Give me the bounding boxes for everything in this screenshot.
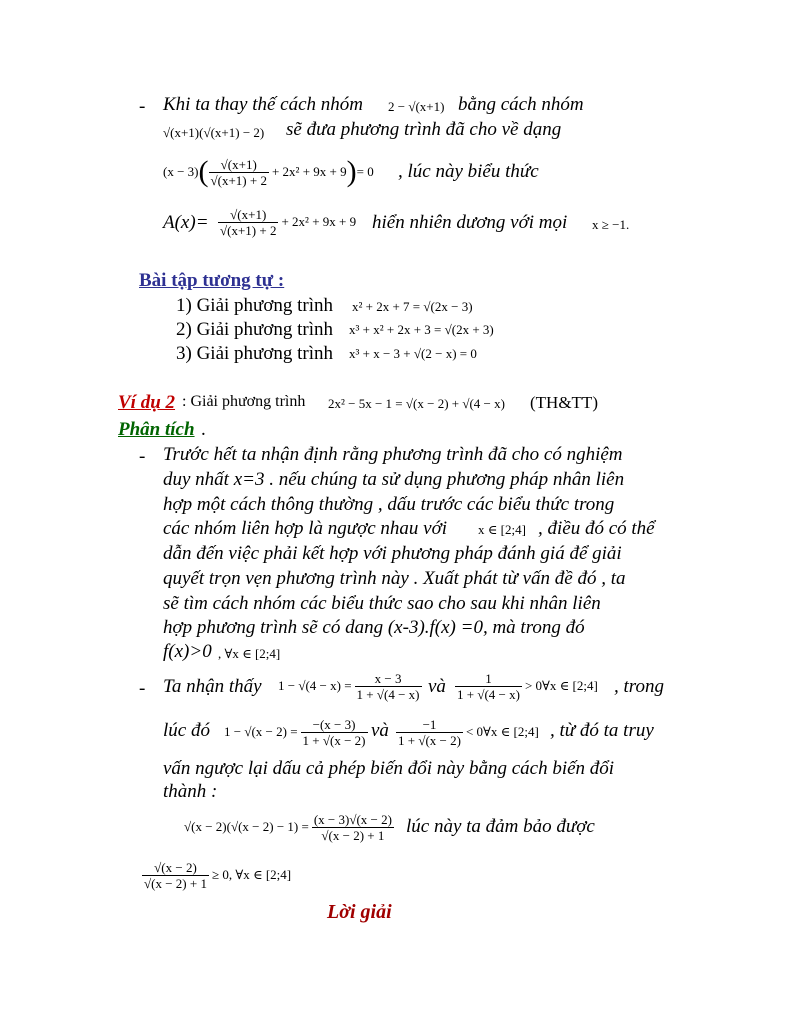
list-dash: - <box>139 96 146 117</box>
text-line: A(x)= <box>163 212 209 233</box>
text-line: Trước hết ta nhận định rằng phương trình đã cho có nghiệm <box>163 444 623 465</box>
math-term: + 2x² + 9x + 9 <box>281 214 357 229</box>
math-factor: (x − 3) <box>163 164 199 179</box>
math-fraction <box>355 671 422 702</box>
exercise-label: 2) Giải phương trình <box>176 319 334 340</box>
exercise-label: 3) Giải phương trình <box>176 343 334 364</box>
math-equation <box>278 664 422 708</box>
math-equation <box>396 709 539 755</box>
fraction-numerator: x − 3 <box>374 670 402 686</box>
fraction-denominator: 1 + √(x − 2) <box>398 732 461 748</box>
solution-heading: Lời giải <box>327 901 392 923</box>
math-expression: √(x+1)(√(x+1) − 2) <box>163 125 265 140</box>
math-term: = 0 <box>356 164 374 179</box>
math-fraction <box>301 717 368 748</box>
fraction-denominator: 1 + √(4 − x) <box>356 686 420 702</box>
math-fraction <box>396 717 463 748</box>
math-expression <box>218 200 356 244</box>
text-line: dẫn đến việc phải kết hợp với phương pháp đánh giá để giải <box>163 543 622 564</box>
text-line: vấn ngược lại dấu cả phép biến đổi này bằng cách biến đổi <box>163 758 615 779</box>
math-equation <box>163 150 374 194</box>
list-dash: - <box>139 446 146 467</box>
math-term: 1 − √(4 − x) = <box>278 678 352 693</box>
math-equation <box>455 664 598 708</box>
paren-close: ) <box>346 155 357 188</box>
math-fraction <box>312 812 394 843</box>
fraction-numerator: 1 <box>485 670 492 686</box>
math-term: < 0∀x ∈ [2;4] <box>465 724 539 739</box>
heading-dot: . <box>201 419 206 440</box>
fraction-denominator: 1 + √(x − 2) <box>302 732 366 748</box>
text-line: quyết trọn vẹn phương trình này . Xuất phát từ vấn đề đó , ta <box>163 568 626 589</box>
math-expression: 2 − √(x+1) <box>388 99 445 114</box>
example-label: Ví dụ 2 <box>118 392 176 413</box>
exercise-equation: x³ + x² + 2x + 3 = √(2x + 3) <box>349 322 494 337</box>
fraction-numerator: √(x+1) <box>230 206 267 222</box>
math-fraction <box>142 860 209 891</box>
text-line: hợp phương trình sẽ có dang (x-3).f(x) =0, mà trong đó <box>163 617 585 638</box>
text-line: hiển nhiên dương với mọi <box>372 212 568 233</box>
text-line: , trong <box>614 676 664 697</box>
text-line: lúc này ta đảm bảo được <box>406 816 595 837</box>
fraction-denominator: √(x − 2) + 1 <box>144 875 207 891</box>
fraction-denominator: √(x+1) + 2 <box>210 172 267 188</box>
math-fraction <box>455 671 522 702</box>
list-dash: - <box>139 678 146 699</box>
fraction-denominator: √(x − 2) + 1 <box>312 827 394 843</box>
text-line: các nhóm liên hợp là ngược nhau với <box>163 518 448 539</box>
text-line: sẽ tìm cách nhóm các biểu thức sao cho sau khi nhân liên <box>163 593 601 614</box>
fraction-denominator: √(x+1) + 2 <box>220 222 277 238</box>
fraction-numerator: √(x+1) <box>220 156 257 172</box>
math-term: + 2x² + 9x + 9 <box>271 164 347 179</box>
text-line: lúc đó <box>163 720 210 741</box>
fraction-numerator: √(x − 2) <box>154 859 197 875</box>
example-text: : Giải phương trình <box>182 393 306 410</box>
math-expression: x ≥ −1. <box>592 217 630 232</box>
text-line: , điều đó có thể <box>538 518 655 539</box>
fraction-numerator: (x − 3)√(x − 2) <box>313 811 392 827</box>
math-fraction <box>218 207 278 238</box>
fraction-denominator: 1 + √(4 − x) <box>457 686 520 702</box>
math-term: ≥ 0, ∀x ∈ [2;4] <box>211 867 292 882</box>
math-equation <box>142 852 291 898</box>
text-line: thành : <box>163 781 218 802</box>
math-term: 1 − √(x − 2) = <box>224 724 298 739</box>
text-line: Khi ta thay thế cách nhóm <box>163 94 363 115</box>
exercise-label: 1) Giải phương trình <box>176 295 334 316</box>
text-line: f(x)>0 <box>163 641 212 662</box>
text-line: hợp một cách thông thường , dấu trước các biểu thức trong <box>163 494 615 515</box>
math-expression: x ∈ [2;4] <box>478 522 526 537</box>
analysis-heading: Phân tích <box>118 419 195 440</box>
text-line: sẽ đưa phương trình đã cho về dạng <box>286 119 562 140</box>
math-term: √(x − 2)(√(x − 2) − 1) = <box>184 819 309 834</box>
paren-open: ( <box>198 155 209 188</box>
text-line: và <box>371 720 389 741</box>
math-fraction <box>209 157 269 188</box>
text-line: , từ đó ta truy <box>550 720 654 741</box>
text-line: duy nhất x=3 . nếu chúng ta sử dụng phương pháp nhân liên <box>163 469 625 490</box>
text-line: Ta nhận thấy <box>163 676 262 697</box>
math-equation <box>184 804 394 850</box>
section-heading: Bài tập tương tự : <box>139 270 285 291</box>
fraction-numerator: −(x − 3) <box>312 716 356 732</box>
fraction-numerator: −1 <box>422 716 437 732</box>
math-equation <box>224 709 368 755</box>
text-line: và <box>428 676 446 697</box>
example-source: (TH&TT) <box>530 393 598 412</box>
text-line: , lúc này biểu thức <box>398 161 539 182</box>
math-term: > 0∀x ∈ [2;4] <box>524 678 598 693</box>
text-line: bằng cách nhóm <box>458 94 584 115</box>
math-expression: , ∀x ∈ [2;4] <box>218 646 281 661</box>
example-equation: 2x² − 5x − 1 = √(x − 2) + √(4 − x) <box>328 396 505 411</box>
exercise-equation: x³ + x − 3 + √(2 − x) = 0 <box>349 346 477 361</box>
exercise-equation: x² + 2x + 7 = √(2x − 3) <box>352 299 473 314</box>
